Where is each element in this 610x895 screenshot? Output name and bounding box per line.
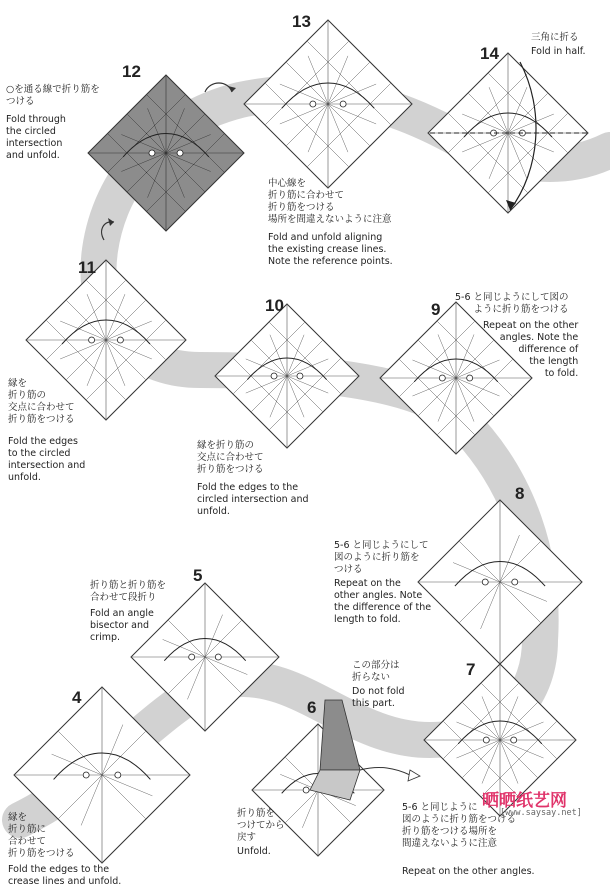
- step14-diamond: [428, 53, 588, 213]
- step-number-14: 14: [480, 44, 499, 63]
- step6-note-ja: この部分は 折らない: [352, 660, 400, 683]
- watermark-brand: 晒晒纸艺网: [482, 791, 567, 811]
- step-number-9: 9: [431, 300, 441, 319]
- step5-caption-en: Fold an angle bisector and crimp.: [90, 608, 154, 643]
- step-number-10: 10: [265, 296, 284, 315]
- step13-diamond: [244, 20, 412, 188]
- step9-caption-ja: 5-6 と同じようにして図の ように折り筋をつける: [455, 292, 569, 315]
- step-number-8: 8: [515, 484, 525, 503]
- watermark-url: [www.saysay.net]: [500, 808, 582, 818]
- step4-caption-en: Fold the edges to the crease lines and unfold.: [8, 864, 122, 887]
- step-number-12: 12: [122, 62, 141, 81]
- step4-caption-ja: 縁を 折り筋に 合わせて 折り筋をつける: [8, 812, 75, 859]
- step12-caption-ja: ○を通る線で折り筋を つける: [6, 84, 100, 107]
- step10-diamond: [215, 304, 359, 448]
- step6-caption-en: Unfold.: [237, 846, 271, 857]
- step-number-13: 13: [292, 12, 311, 31]
- step-number-11: 11: [78, 258, 96, 277]
- step6-note-en: Do not fold this part.: [352, 686, 405, 709]
- step-number-6: 6: [307, 698, 317, 717]
- step8-caption-ja: 5-6 と同じようにして 図のように折り筋を つける: [334, 540, 429, 575]
- step13-caption-ja: 中心線を 折り筋に合わせて 折り筋をつける 場所を間違えないように注意: [268, 178, 392, 225]
- step-number-5: 5: [193, 566, 203, 585]
- step7-caption-en: Repeat on the other angles.: [402, 866, 535, 877]
- step5-caption-ja: 折り筋と折り筋を 合わせて段折り: [90, 580, 167, 603]
- step10-caption-ja: 縁を折り筋の 交点に合わせて 折り筋をつける: [197, 440, 264, 475]
- step14-caption-ja: 三角に折る: [531, 32, 579, 43]
- step13-caption-en: Fold and unfold aligning the existing crease lines. Note the reference points.: [268, 232, 393, 267]
- step6-caption-ja: 折り筋を つけてから 戻す: [237, 808, 285, 843]
- step-number-4: 4: [72, 688, 82, 707]
- step7-caption-ja: 5-6 と同じように 図のように折り筋をつける 折り筋をつける場所を 間違えないように注意: [402, 802, 517, 849]
- step8-caption-en: Repeat on the other angles. Note the difference of the length to fold.: [334, 578, 432, 625]
- step9-caption-en: Repeat on the other angles. Note the difference of the length to fold.: [483, 320, 579, 379]
- step11-caption-ja: 縁を 折り筋の 交点に合わせて 折り筋をつける: [8, 378, 75, 425]
- step11-caption-en: Fold the edges to the circled intersection and unfold.: [8, 436, 86, 483]
- step14-caption-en: Fold in half.: [531, 46, 586, 57]
- step-number-7: 7: [466, 660, 476, 679]
- step10-caption-en: Fold the edges to the circled intersection and unfold.: [197, 482, 309, 517]
- step12-caption-en: Fold through the circled intersection and unfold.: [6, 114, 66, 161]
